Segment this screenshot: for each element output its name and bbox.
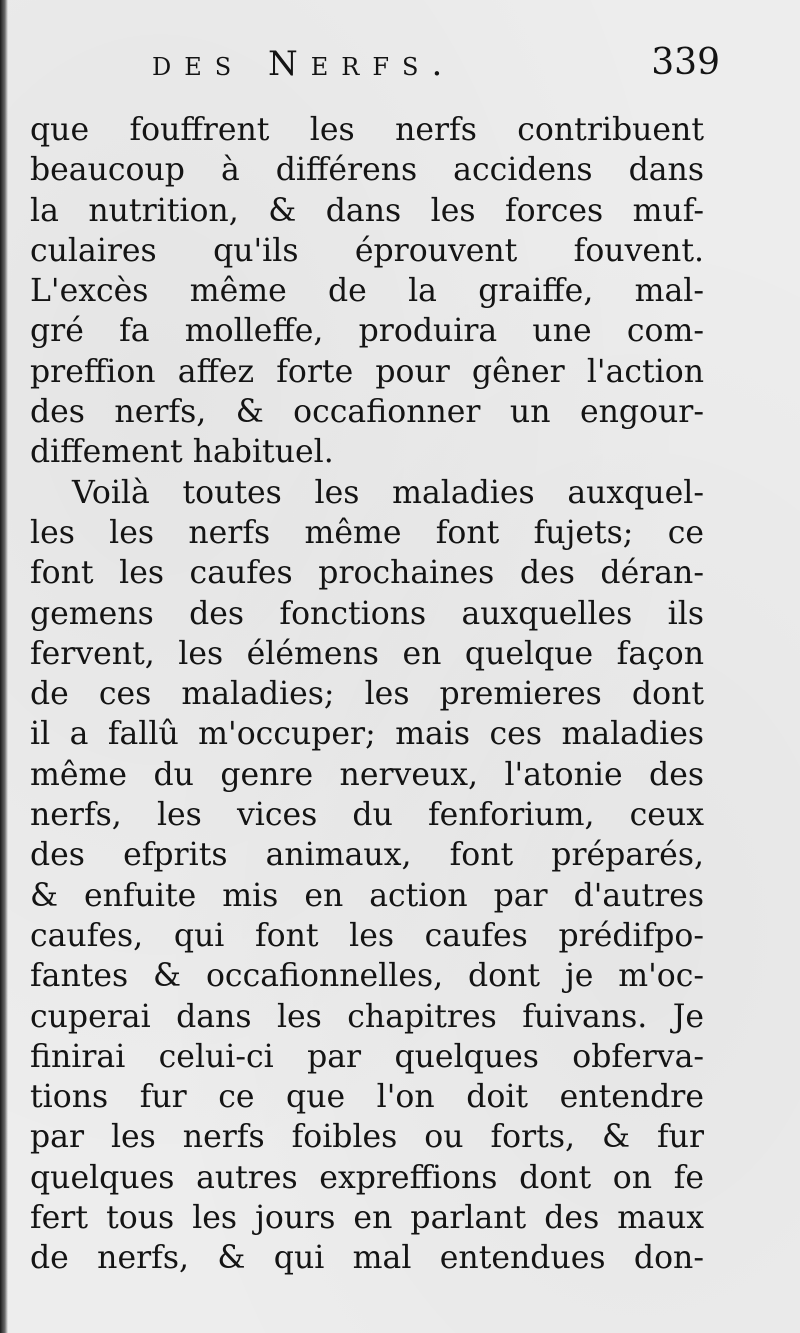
text-line: que fouffrent les nerfs contribuent bbox=[30, 112, 704, 148]
text-line: fantes & occafionnelles, dont je m'oc- bbox=[30, 958, 704, 995]
text-line: font les caufes prochaines des déran- bbox=[30, 555, 704, 592]
text-line: même du genre nerveux, l'atonie des bbox=[30, 756, 704, 793]
text-line: caufes, qui font les caufes prédifpo- bbox=[30, 917, 704, 954]
text-line: quelques autres expreffions dont on fe bbox=[30, 1159, 704, 1196]
page-number: 339 bbox=[651, 42, 720, 83]
text-line: fervent, les élémens en quelque façon bbox=[30, 635, 704, 672]
text-line: la nutrition, & dans les forces muf- bbox=[30, 192, 704, 229]
text-line: culaires qu'ils éprouvent fouvent. bbox=[30, 232, 704, 269]
text-line: de ces maladies; les premieres dont bbox=[30, 676, 704, 713]
text-line-paragraph-start: Voilà toutes les maladies auxquel- bbox=[72, 474, 704, 511]
text-line: cuperai dans les chapitres fuivans. Je bbox=[30, 998, 704, 1035]
page-gutter-shadow bbox=[0, 0, 8, 1333]
text-line: preffion affez forte pour gêner l'action bbox=[30, 353, 704, 390]
text-line: par les nerfs foibles ou forts, & fur bbox=[30, 1119, 704, 1156]
page-header bbox=[30, 40, 720, 90]
text-line: & enfuite mis en action par d'autres bbox=[30, 877, 704, 914]
text-line: gemens des fonctions auxquelles ils bbox=[30, 595, 704, 632]
text-line: finirai celui-ci par quelques obferva- bbox=[30, 1038, 704, 1075]
text-line: tions fur ce que l'on doit entendre bbox=[30, 1079, 704, 1116]
text-line: des efprits animaux, font préparés, bbox=[30, 837, 704, 874]
text-line: les les nerfs même font fujets; ce bbox=[30, 514, 704, 551]
text-line: beaucoup à différens accidens dans bbox=[30, 152, 704, 189]
text-line: L'excès même de la graiffe, mal- bbox=[30, 273, 704, 310]
text-line-paragraph-end: diffement habituel. bbox=[30, 434, 334, 471]
text-line: de nerfs, & qui mal entendues don- bbox=[30, 1240, 704, 1277]
text-line: gré fa molleffe, produira une com- bbox=[30, 313, 704, 350]
text-line: fert tous les jours en parlant des maux bbox=[30, 1200, 704, 1237]
text-line: des nerfs, & occafionner un engour- bbox=[30, 394, 704, 431]
body-text bbox=[30, 110, 704, 1279]
text-line: nerfs, les vices du fenforium, ceux bbox=[30, 797, 704, 834]
text-line: il a fallû m'occuper; mais ces maladies bbox=[30, 716, 704, 753]
running-head: des Nerfs. bbox=[152, 44, 456, 84]
